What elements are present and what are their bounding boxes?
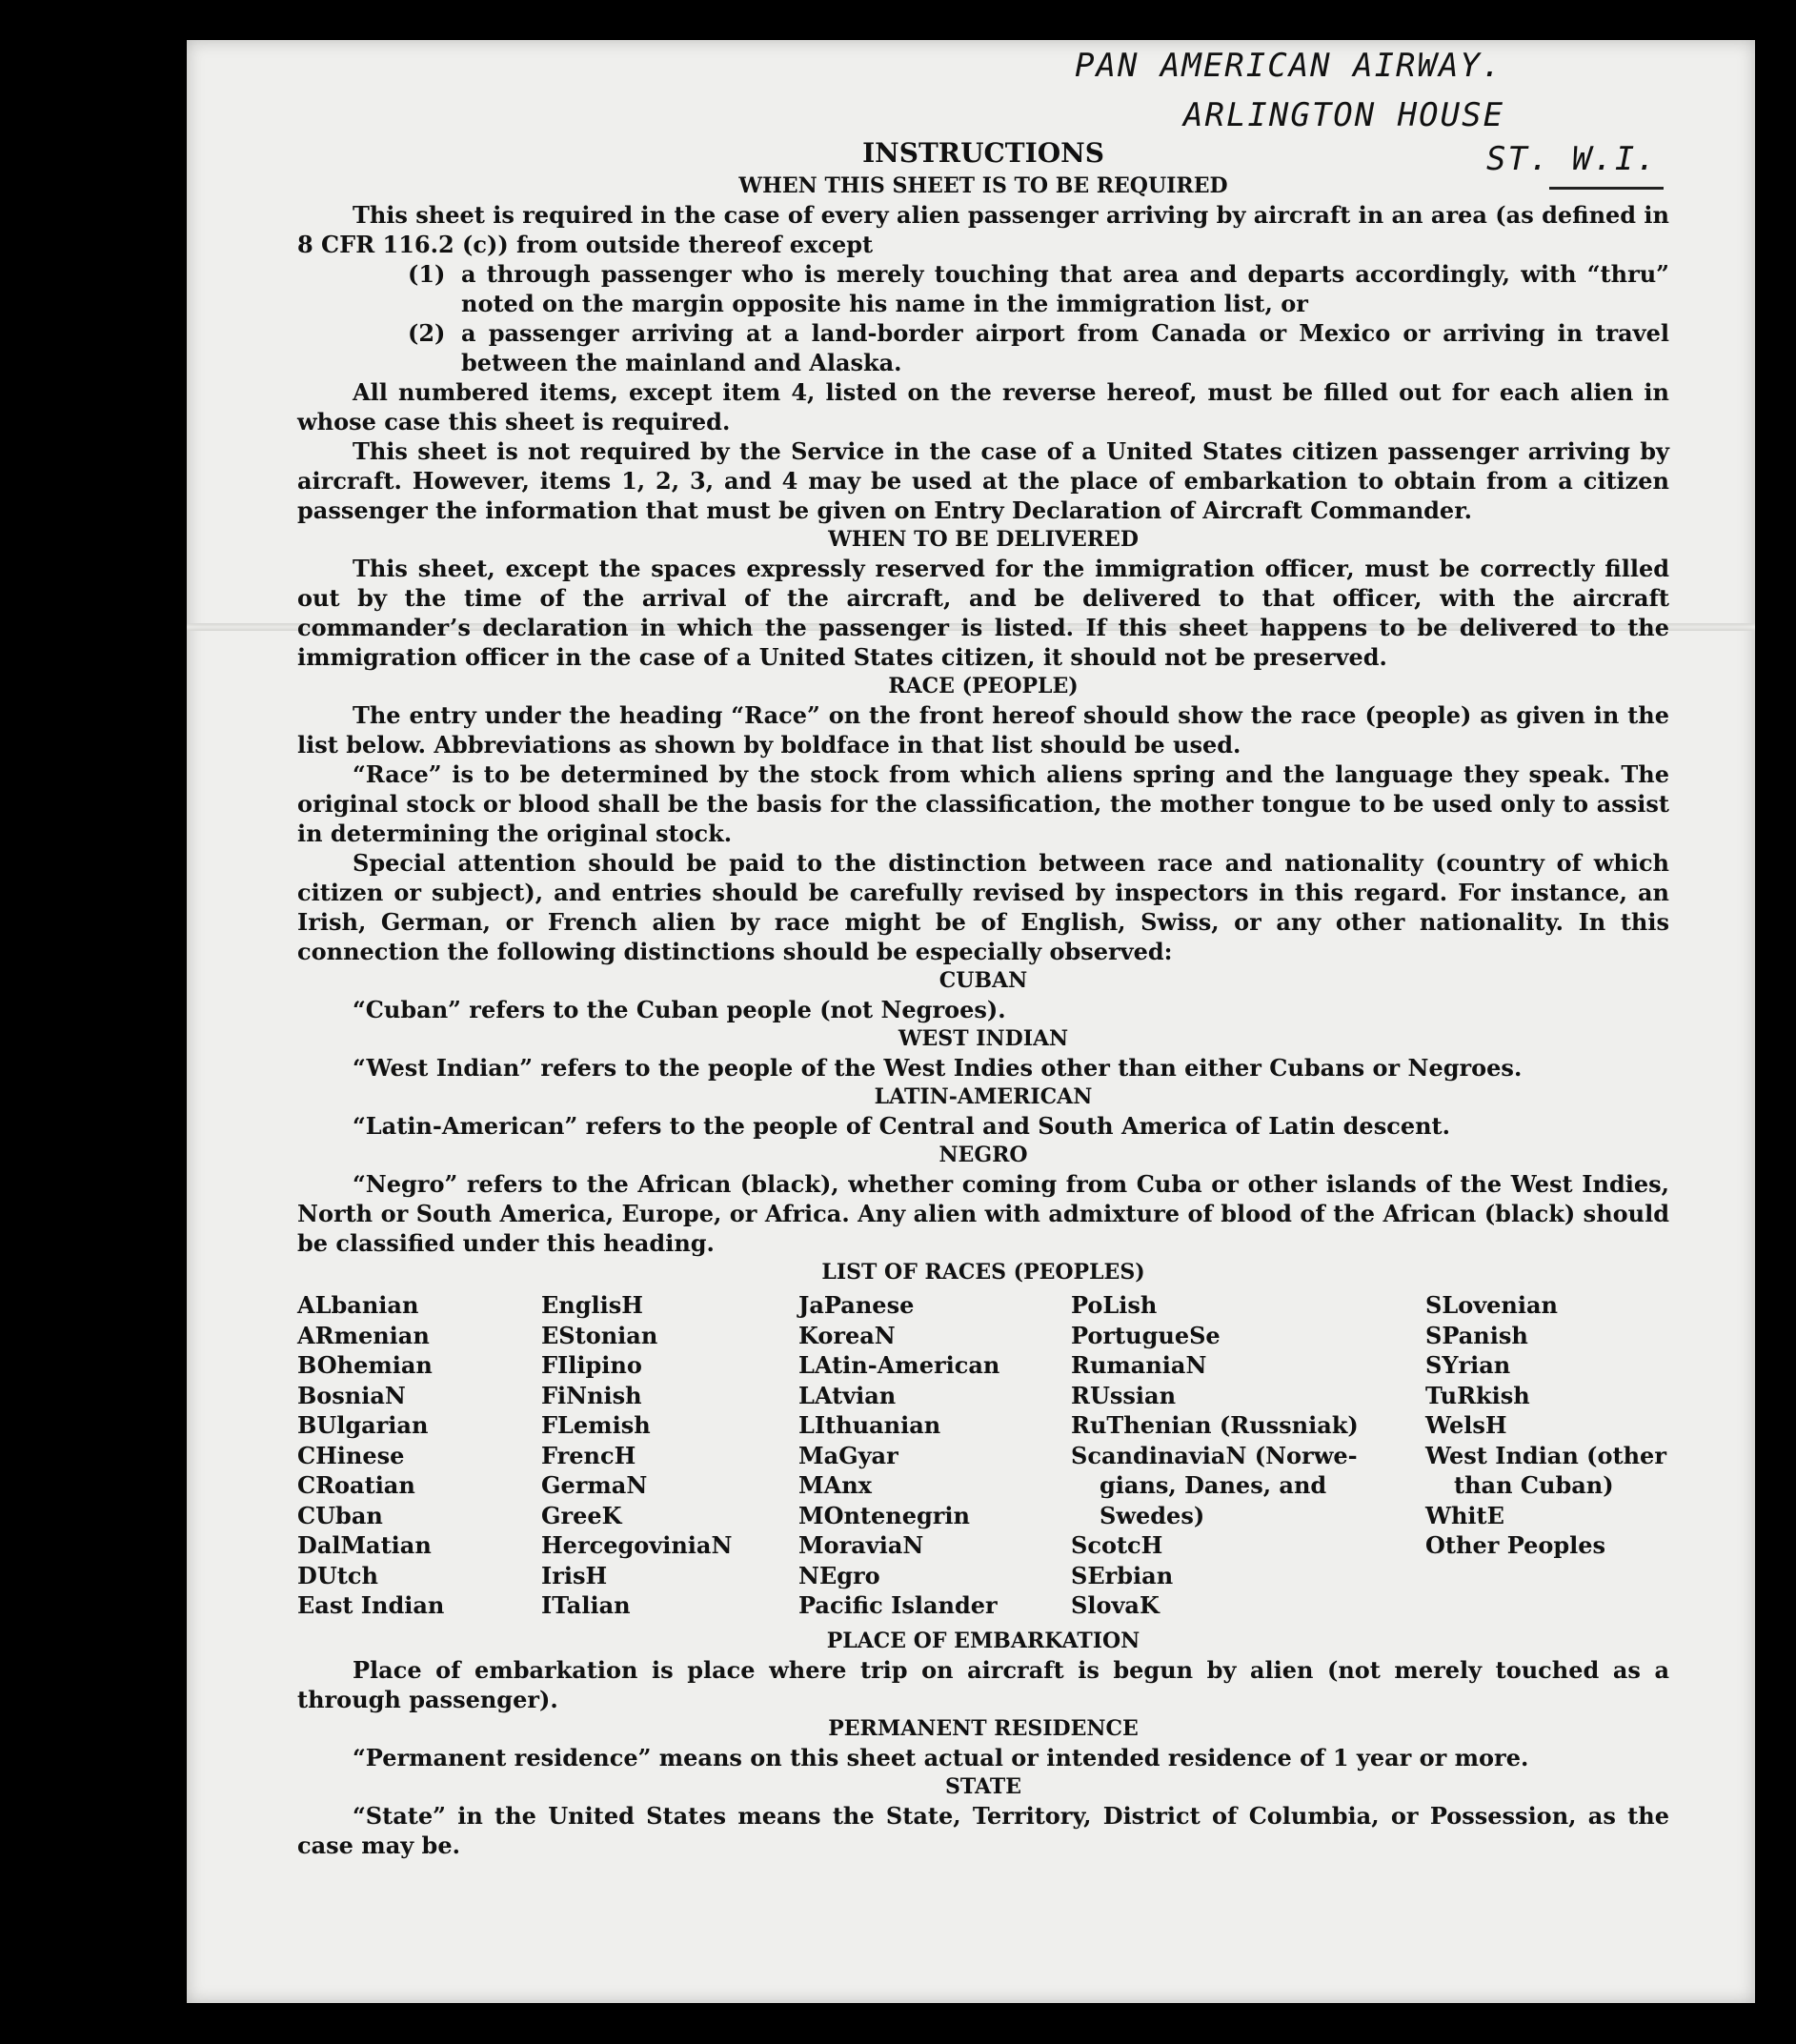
race-item: TuRkish (1425, 1381, 1530, 1409)
paragraph: “Negro” refers to the African (black), whether coming from Cuba or other islands of the West Indies, North or South America, Europe, or Africa. Any alien with admixture of blood of the African (black) should be classified under this heading. (297, 1170, 1669, 1257)
item-text: a through passenger who is merely touching that area and departs accordingly, with “thru” noted on the margin opposite his name in the immigration list, or (461, 260, 1669, 317)
race-item: CUban (297, 1501, 383, 1529)
race-item: LAtin-American (798, 1351, 1000, 1379)
paragraph: “Race” is to be determined by the stock from which aliens spring and the language they speak. The original stock or blood shall be the basis for the classification, the mother tongue to be used only to assist in determining the original stock. (297, 760, 1669, 847)
race-item: CHinese (297, 1441, 405, 1469)
race-item: RuThenian (Russniak) (1071, 1411, 1359, 1439)
paragraph: This sheet is not required by the Service in the case of a United States citizen passenger arriving by aircraft. However, items 1, 2, 3, and 4 may be used at the place of embarkation to obtain from a citizen passenger the information that must be given on Entry Declaration of Aircraft Commander. (297, 437, 1669, 524)
item-number: (2) (408, 319, 446, 347)
race-item: West Indian (other (1425, 1441, 1666, 1469)
paragraph: “Permanent residence” means on this sheet actual or intended residence of 1 year or more. (353, 1743, 1529, 1771)
race-item: ScandinaviaN (Norwe- (1071, 1441, 1358, 1469)
item-text: a passenger arriving at a land-border airport from Canada or Mexico or arriving in travel between the mainland and Alaska. (461, 319, 1669, 376)
paragraph: “State” in the United States means the State, Territory, District of Columbia, or Possession, as the case may be. (297, 1801, 1669, 1859)
section-heading-delivered: WHEN TO BE DELIVERED (828, 527, 1139, 552)
race-item: LIthuanian (798, 1411, 941, 1439)
race-item: DalMatian (297, 1531, 432, 1559)
section-heading-race: RACE (PEOPLE) (888, 674, 1079, 698)
race-item: SlovaK (1071, 1591, 1160, 1619)
race-item: MAnx (798, 1471, 872, 1499)
race-item: PortugueSe (1071, 1321, 1221, 1349)
race-item: ALbanian (297, 1291, 419, 1319)
section-heading-west-indian: WEST INDIAN (898, 1026, 1069, 1051)
section-heading-state: STATE (944, 1773, 1022, 1799)
race-item: EnglisH (541, 1291, 643, 1319)
race-item: KoreaN (798, 1321, 896, 1349)
section-heading-cuban: CUBAN (938, 968, 1028, 993)
race-item: SPanish (1425, 1321, 1528, 1349)
race-item: SErbian (1071, 1561, 1174, 1589)
section-heading-races-list: LIST OF RACES (PEOPLES) (821, 1260, 1145, 1285)
race-item: FIlipino (541, 1351, 642, 1379)
race-item: JaPanese (798, 1291, 915, 1319)
paragraph: “Latin-American” refers to the people of Central and South America of Latin descent. (353, 1112, 1450, 1140)
race-item: IrisH (541, 1561, 608, 1589)
paragraph: All numbered items, except item 4, listed on the reverse hereof, must be filled out for each alien in whose case this sheet is required. (297, 378, 1669, 435)
paragraph: Place of embarkation is place where trip on aircraft is begun by alien (not merely touched as a through passenger). (297, 1655, 1669, 1713)
race-item: East Indian (297, 1591, 445, 1619)
race-item: ITalian (541, 1591, 631, 1619)
paragraph: This sheet is required in the case of every alien passenger arriving by aircraft in an area (as defined in 8 CFR 116.2 (c)) from outside thereof except (297, 201, 1669, 258)
page-title: INSTRUCTIONS (862, 137, 1104, 169)
race-item-continued: Swedes) (1100, 1501, 1205, 1529)
race-item: GreeK (541, 1501, 622, 1529)
exception-item (408, 318, 1669, 377)
race-item-continued: than Cuban) (1454, 1471, 1614, 1499)
race-item: WhitE (1425, 1501, 1504, 1529)
race-item: HercegoviniaN (541, 1531, 733, 1559)
section-heading-negro: NEGRO (938, 1143, 1028, 1167)
race-item: MOntenegrin (798, 1501, 970, 1529)
races-column-2 (541, 1290, 798, 1621)
race-item: ScotcH (1071, 1531, 1163, 1559)
race-item: EStonian (541, 1321, 658, 1349)
race-item-continued: gians, Danes, and (1100, 1471, 1327, 1499)
races-column-3 (798, 1290, 1071, 1621)
exception-item (408, 259, 1669, 318)
paragraph: This sheet, except the spaces expressly reserved for the immigration officer, must be correctly filled out by the time of the arrival of the aircraft, and be delivered to that officer, with the aircraft commander’s declaration in which the passenger is listed. If this sheet happens to be delivered to the immigration officer in the case of a United States citizen, it should not be preserved. (297, 555, 1669, 671)
section-heading-residence: PERMANENT RESIDENCE (828, 1715, 1139, 1741)
races-column-1 (297, 1290, 541, 1621)
race-item: FLemish (541, 1411, 651, 1439)
paragraph: Special attention should be paid to the distinction between race and nationality (country of which citizen or subject), and entries should be carefully revised by inspectors in this regard. For instance, an Irish, German, or French alien by race might be of English, Swiss, or any other nationality. In this connection the following distinctions should be especially observed: (297, 849, 1669, 965)
section-heading-latin-american: LATIN-AMERICAN (874, 1084, 1093, 1109)
race-item: BosniaN (297, 1381, 406, 1409)
race-item: WelsH (1425, 1411, 1507, 1439)
race-item: BUlgarian (297, 1411, 429, 1439)
item-number: (1) (408, 260, 446, 288)
race-item: MoraviaN (798, 1531, 924, 1559)
paragraph: “West Indian” refers to the people of the West Indies other than either Cubans or Negroes. (353, 1054, 1523, 1082)
race-item: RumaniaN (1071, 1351, 1207, 1379)
handwritten-address: ARLINGTON HOUSE (1183, 96, 1505, 134)
race-item: GermaN (541, 1471, 648, 1499)
race-item: MaGyar (798, 1441, 898, 1469)
races-column-4 (1071, 1290, 1425, 1621)
paragraph: “Cuban” refers to the Cuban people (not Negroes). (353, 996, 1006, 1023)
races-list (297, 1290, 1669, 1621)
race-item: BOhemian (297, 1351, 433, 1379)
races-column-5 (1425, 1290, 1669, 1621)
race-item: Pacific Islander (798, 1591, 998, 1619)
race-item: CRoatian (297, 1471, 415, 1499)
race-item: FiNnish (541, 1381, 642, 1409)
handwritten-location: ST. W.I. (1486, 140, 1658, 178)
race-item: Other Peoples (1425, 1531, 1606, 1559)
race-item: SYrian (1425, 1351, 1511, 1379)
race-item: PoLish (1071, 1291, 1158, 1319)
race-item: NEgro (798, 1561, 880, 1589)
paragraph: The entry under the heading “Race” on the front hereof should show the race (people) as given in the list below. Abbreviations as shown by boldface in that list should be used. (297, 701, 1669, 759)
race-item: DUtch (297, 1561, 378, 1589)
instructions-content (297, 135, 1669, 1860)
race-item: LAtvian (798, 1381, 897, 1409)
race-item: ARmenian (297, 1321, 430, 1349)
handwritten-airline: PAN AMERICAN AIRWAY. (1075, 47, 1503, 85)
race-item: FrencH (541, 1441, 636, 1469)
race-item: SLovenian (1425, 1291, 1558, 1319)
race-item: RUssian (1071, 1381, 1177, 1409)
section-heading-embarkation: PLACE OF EMBARKATION (826, 1628, 1140, 1653)
section-heading-required: WHEN THIS SHEET IS TO BE REQUIRED (738, 173, 1228, 198)
